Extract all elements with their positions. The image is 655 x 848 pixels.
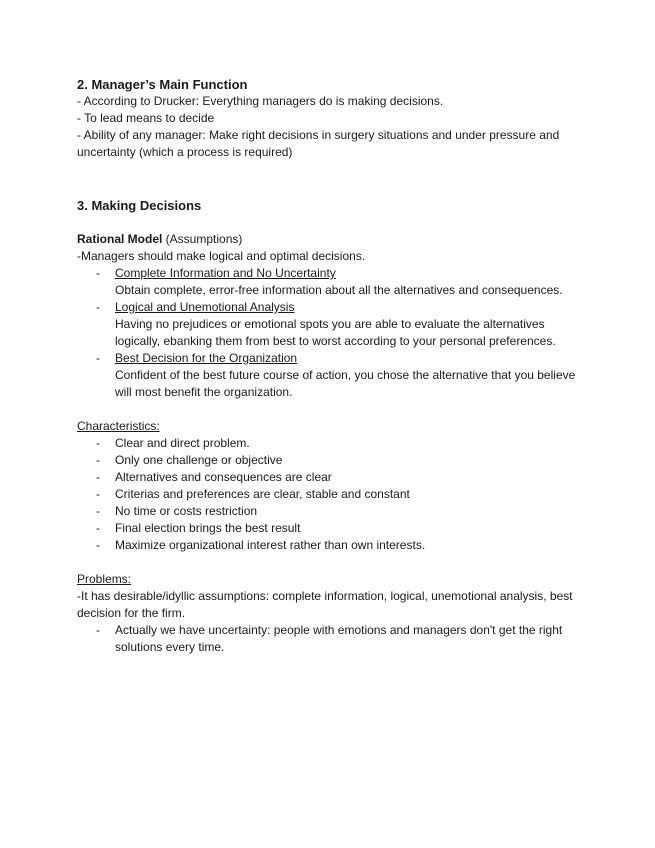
section-2-heading: 2. Manager’s Main Function — [77, 77, 248, 92]
assumption-text: Obtain complete, error-free information about all the alternatives and consequences. — [115, 283, 563, 297]
list-item — [77, 435, 577, 452]
rational-model-intro: -Managers should make logical and optimal decisions. — [77, 249, 366, 263]
rational-model-line — [77, 231, 577, 248]
list-item — [77, 503, 577, 520]
characteristic-text: Clear and direct problem. — [115, 436, 250, 450]
list-item — [77, 265, 577, 299]
list-item — [77, 469, 577, 486]
section-2-line: - Ability of any manager: Make right decisions in surgery situations and under pressure and uncertainty (which a process is required) — [77, 128, 560, 159]
problems-intro: -It has desirable/idyllic assumptions: complete information, logical, unemotional analysis, best decision for the firm. — [77, 589, 573, 620]
bullet-dash: - — [96, 623, 100, 637]
spacer — [77, 401, 577, 418]
assumption-text: Having no prejudices or emotional spots you are able to evaluate the alternatives logically, ebanking them from best to worst according to your personal preferences. — [115, 317, 556, 348]
list-item — [77, 299, 577, 350]
rational-model-title: Rational Model — [77, 232, 163, 246]
characteristic-text: Final election brings the best result — [115, 521, 301, 535]
bullet-dash: - — [96, 487, 100, 501]
bullet-dash: - — [96, 504, 100, 518]
bullet-dash: - — [96, 351, 100, 365]
spacer — [77, 214, 577, 231]
list-item — [77, 622, 577, 656]
document-page — [77, 76, 577, 656]
assumptions-list — [77, 265, 577, 401]
problem-text: Actually we have uncertainty: people with emotions and managers don't get the right solutions every time. — [115, 623, 563, 654]
bullet-dash: - — [96, 436, 100, 450]
bullet-dash: - — [96, 470, 100, 484]
section-3-heading: 3. Making Decisions — [77, 198, 202, 213]
assumption-title: Complete Information and No Uncertainty — [115, 266, 336, 280]
bullet-dash: - — [96, 300, 100, 314]
characteristic-text: Alternatives and consequences are clear — [115, 470, 332, 484]
characteristics-list — [77, 435, 577, 554]
bullet-dash: - — [96, 521, 100, 535]
section-2-line: - To lead means to decide — [77, 111, 215, 125]
spacer — [77, 554, 577, 571]
bullet-dash: - — [96, 538, 100, 552]
list-item — [77, 537, 577, 554]
characteristics-title: Characteristics: — [77, 419, 160, 433]
assumption-title: Best Decision for the Organization — [115, 351, 298, 365]
rational-model-suffix: (Assumptions) — [162, 232, 243, 246]
characteristic-text: Only one challenge or objective — [115, 453, 283, 467]
characteristic-text: Criterias and preferences are clear, stable and constant — [115, 487, 410, 501]
section-2-line: - According to Drucker: Everything managers do is making decisions. — [77, 94, 444, 108]
list-item — [77, 350, 577, 401]
assumption-title: Logical and Unemotional Analysis — [115, 300, 295, 314]
characteristic-text: Maximize organizational interest rather than own interests. — [115, 538, 426, 552]
spacer — [77, 161, 577, 197]
bullet-dash: - — [96, 266, 100, 280]
list-item — [77, 486, 577, 503]
bullet-dash: - — [96, 453, 100, 467]
problems-title: Problems: — [77, 572, 132, 586]
list-item — [77, 520, 577, 537]
assumption-text: Confident of the best future course of action, you chose the alternative that you believe will most benefit the organization. — [115, 368, 576, 399]
characteristic-text: No time or costs restriction — [115, 504, 258, 518]
list-item — [77, 452, 577, 469]
problems-list — [77, 622, 577, 656]
